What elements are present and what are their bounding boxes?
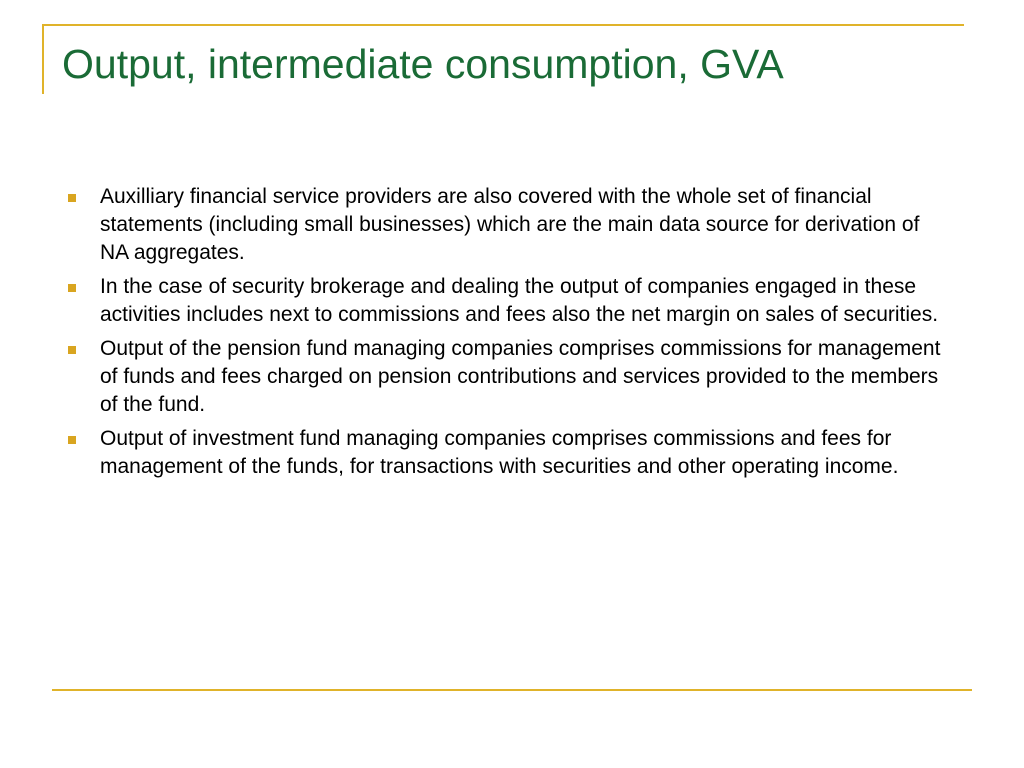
square-bullet-icon <box>68 436 76 444</box>
bullet-list <box>68 183 948 487</box>
bullet-text: Auxilliary financial service providers are also covered with the whole set of financial statements (including small businesses) which are the main data source for derivation of NA aggregates. <box>100 185 920 264</box>
square-bullet-icon <box>68 284 76 292</box>
bullet-text: Output of the pension fund managing companies comprises commissions for management of funds and fees charged on pension contributions and services provided to the members of the fund. <box>100 337 941 416</box>
bullet-text: Output of investment fund managing companies comprises commissions and fees for management of the funds, for transactions with securities and other operating income. <box>100 427 899 478</box>
slide-title: Output, intermediate consumption, GVA <box>62 41 784 87</box>
bullet-item <box>68 273 948 329</box>
bullet-item <box>68 425 948 481</box>
bottom-divider <box>52 689 972 691</box>
left-divider <box>42 24 44 94</box>
bullet-text: In the case of security brokerage and dealing the output of companies engaged in these activities includes next to commissions and fees also the net margin on sales of securities. <box>100 275 939 326</box>
bullet-item <box>68 183 948 267</box>
square-bullet-icon <box>68 194 76 202</box>
square-bullet-icon <box>68 346 76 354</box>
bullet-item <box>68 335 948 419</box>
top-divider <box>42 24 964 26</box>
